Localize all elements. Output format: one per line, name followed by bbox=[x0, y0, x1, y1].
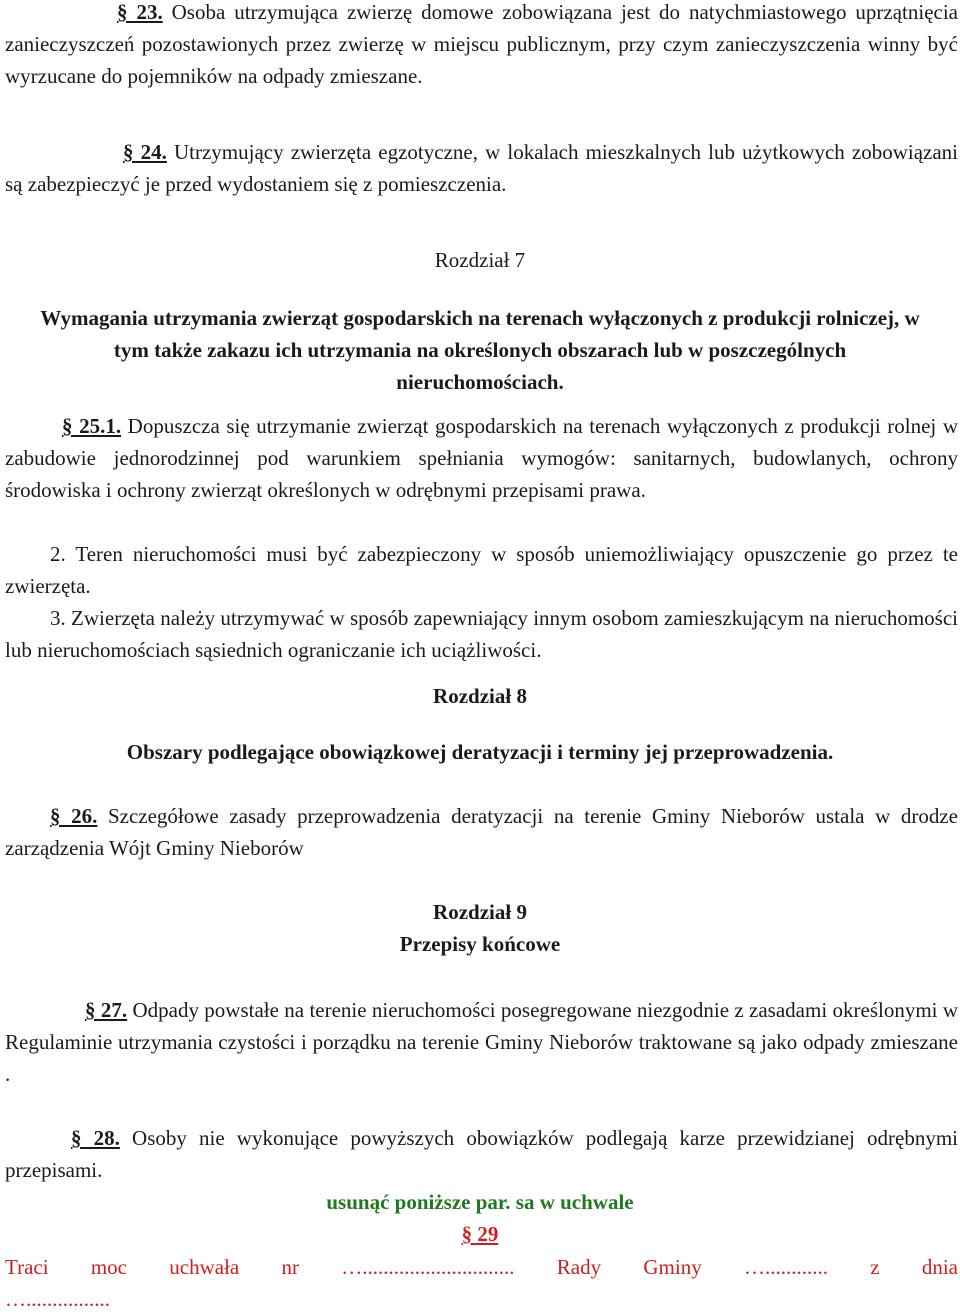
paragraph-28 bbox=[5, 1122, 958, 1186]
paragraph-29-number: § 29 bbox=[461, 1222, 499, 1246]
paragraph-27 bbox=[5, 994, 958, 1090]
chapter-8-title: Obszary podlegające obowiązkowej deratyzacji i terminy jej przeprowadzenia. bbox=[126, 740, 834, 764]
paragraph-text: 2. Teren nieruchomości musi być zabezpieczony w sposób uniemożliwiający opuszczenie go przez te zwierzęta. bbox=[5, 542, 958, 598]
chapter-7-title: Wymagania utrzymania zwierząt gospodarskich na terenach wyłączonych z produkcji rolniczej, w tym także zakazu ich utrzymania na określonych obszarach lub w poszczególnych nieruchomościach. bbox=[40, 306, 920, 394]
paragraph-text: Utrzymujący zwierzęta egzotyczne, w lokalach mieszkalnych lub użytkowych zobowiązani są zabezpieczyć je przed wydostaniem się z pomieszczenia. bbox=[5, 140, 958, 196]
paragraph-26 bbox=[5, 800, 958, 864]
paragraph-24 bbox=[5, 136, 958, 200]
paragraph-text: 3. Zwierzęta należy utrzymywać w sposób zapewniający innym osobom zamieszkującym na nieruchomości lub nieruchomościach sąsiednich ograniczanie ich uciążliwości. bbox=[5, 606, 958, 662]
chapter-9-title: Przepisy końcowe bbox=[399, 932, 561, 956]
paragraph-text: Osoby nie wykonujące powyższych obowiązków podlegają karze przewidzianej odrębnymi przepisami. bbox=[5, 1126, 958, 1182]
paragraph-text: Osoba utrzymująca zwierzę domowe zobowiązana jest do natychmiastowego uprzątnięcia zanieczyszczeń pozostawionych przez zwierzę w miejscu publicznym, przy czym zanieczyszczenia winny być wyrzucane do pojemników na odpady zmieszane. bbox=[5, 0, 958, 88]
paragraph-29-line-1: Traci moc uchwała nr …............................. Rady Gminy …............ z dnia bbox=[5, 1255, 958, 1279]
paragraph-number: § 26. bbox=[50, 804, 98, 828]
paragraph-number: § 27. bbox=[85, 998, 128, 1022]
paragraph-text: Odpady powstałe na terenie nieruchomości posegregowane niezgodnie z zasadami określonymi w Regulaminie utrzymania czystości i porządku na terenie Gminy Nieborów traktowane są jako odpady zmieszane . bbox=[5, 998, 959, 1086]
paragraph-23 bbox=[5, 0, 958, 92]
paragraph-text: Szczegółowe zasady przeprowadzenia deratyzacji na terenie Gminy Nieborów ustala w drodze zarządzenia Wójt Gminy Nieborów bbox=[5, 804, 958, 860]
editorial-note: usunąć poniższe par. sa w uchwale bbox=[326, 1190, 634, 1214]
paragraph-number: § 23. bbox=[117, 0, 163, 24]
paragraph-25 bbox=[5, 410, 958, 506]
paragraph-25-3 bbox=[5, 602, 958, 666]
paragraph-number: § 25.1. bbox=[62, 414, 122, 438]
chapter-8-heading: Rozdział 8 bbox=[433, 684, 527, 708]
paragraph-number: § 28. bbox=[71, 1126, 120, 1150]
chapter-9-heading: Rozdział 9 bbox=[433, 900, 527, 924]
paragraph-number: § 24. bbox=[123, 140, 167, 164]
paragraph-29-line-2: …................ bbox=[5, 1287, 110, 1311]
chapter-7-heading: Rozdział 7 bbox=[434, 248, 526, 272]
paragraph-text: Dopuszcza się utrzymanie zwierząt gospodarskich na terenach wyłączonych z produkcji rolnej w zabudowie jednorodzinnej pod warunkiem spełniania wymogów: sanitarnych, budowlanych, ochrony środowiska i ochrony zwierząt określonych w odrębnymi przepisami prawa. bbox=[5, 414, 959, 502]
paragraph-25-2 bbox=[5, 538, 958, 602]
